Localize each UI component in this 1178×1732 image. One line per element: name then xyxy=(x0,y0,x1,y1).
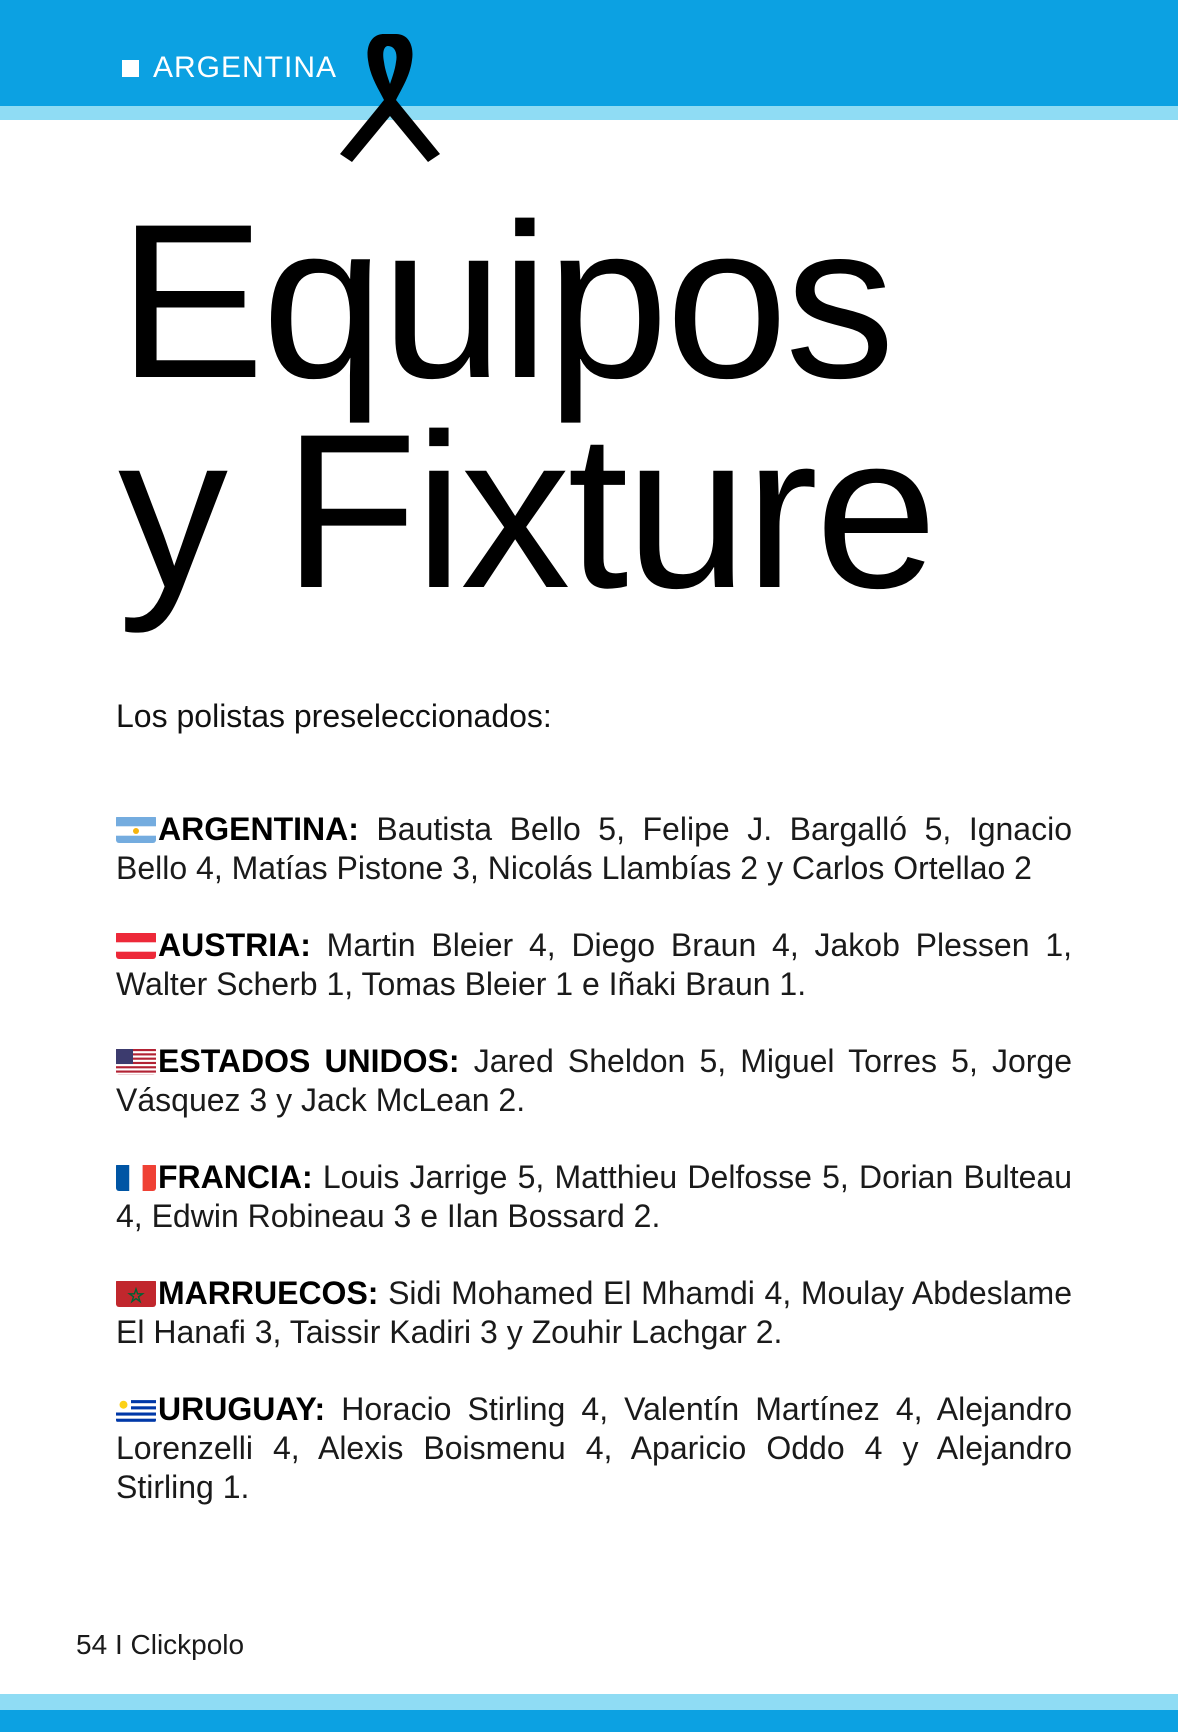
team-players: Sidi Mohamed El Mhamdi 4, Moulay Abdeslame El Hanafi 3, Taissir Kadiri 3 y Zouhir Lachgar 2. xyxy=(116,1275,1073,1350)
france-flag-icon xyxy=(116,1163,156,1191)
square-bullet-icon xyxy=(122,60,139,77)
section-label: ARGENTINA xyxy=(153,51,338,84)
team-name: URUGUAY: xyxy=(158,1391,326,1427)
team-players: Martin Bleier 4, Diego Braun 4, Jakob Plessen 1, Walter Scherb 1, Tomas Bleier 1 e Iñaki Braun 1. xyxy=(116,927,1073,1002)
footer-stripe xyxy=(0,1694,1178,1710)
morocco-flag-icon xyxy=(116,1279,156,1307)
publication-name: Clickpolo xyxy=(130,1629,245,1660)
footer-band xyxy=(0,1710,1178,1732)
team-entry-argentina xyxy=(116,810,1072,888)
section-tag xyxy=(122,50,337,86)
header-stripe xyxy=(0,106,1178,120)
team-name: FRANCIA: xyxy=(158,1159,313,1195)
team-entry-france xyxy=(116,1158,1072,1236)
intro-text: Los polistas preseleccionados: xyxy=(116,698,552,734)
footer-separator: I xyxy=(114,1629,123,1660)
uruguay-flag-icon xyxy=(116,1395,156,1423)
team-name: MARRUECOS: xyxy=(158,1275,379,1311)
argentina-flag-icon xyxy=(116,815,156,843)
team-entry-morocco xyxy=(116,1274,1072,1352)
team-entry-uruguay xyxy=(116,1390,1072,1507)
team-list xyxy=(116,810,1072,1545)
austria-flag-icon xyxy=(116,931,156,959)
page-title xyxy=(118,178,935,634)
title-line-2: y Fixture xyxy=(118,388,935,634)
team-players: Horacio Stirling 4, Valentín Martínez 4, Alejandro Lorenzelli 4, Alexis Boismenu 4, Aparicio Oddo 4 y Alejandro Stirling 1. xyxy=(116,1391,1073,1505)
team-entry-usa xyxy=(116,1042,1072,1120)
team-name: ARGENTINA: xyxy=(158,811,359,847)
page-number: 54 xyxy=(76,1629,108,1660)
title-line-1: Equipos xyxy=(118,178,893,424)
team-entry-austria xyxy=(116,926,1072,1004)
team-players: Louis Jarrige 5, Matthieu Delfosse 5, Dorian Bulteau 4, Edwin Robineau 3 e Ilan Bossard 2. xyxy=(116,1159,1073,1234)
team-players: Jared Sheldon 5, Miguel Torres 5, Jorge Vásquez 3 y Jack McLean 2. xyxy=(116,1043,1073,1118)
team-players: Bautista Bello 5, Felipe J. Bargalló 5, Ignacio Bello 4, Matías Pistone 3, Nicolás Llambías 2 y Carlos Ortellao 2 xyxy=(116,811,1073,886)
team-name: ESTADOS UNIDOS: xyxy=(158,1043,460,1079)
page-footer xyxy=(76,1629,244,1661)
mourning-ribbon-icon xyxy=(330,26,450,166)
usa-flag-icon xyxy=(116,1047,156,1075)
team-name: AUSTRIA: xyxy=(158,927,311,963)
